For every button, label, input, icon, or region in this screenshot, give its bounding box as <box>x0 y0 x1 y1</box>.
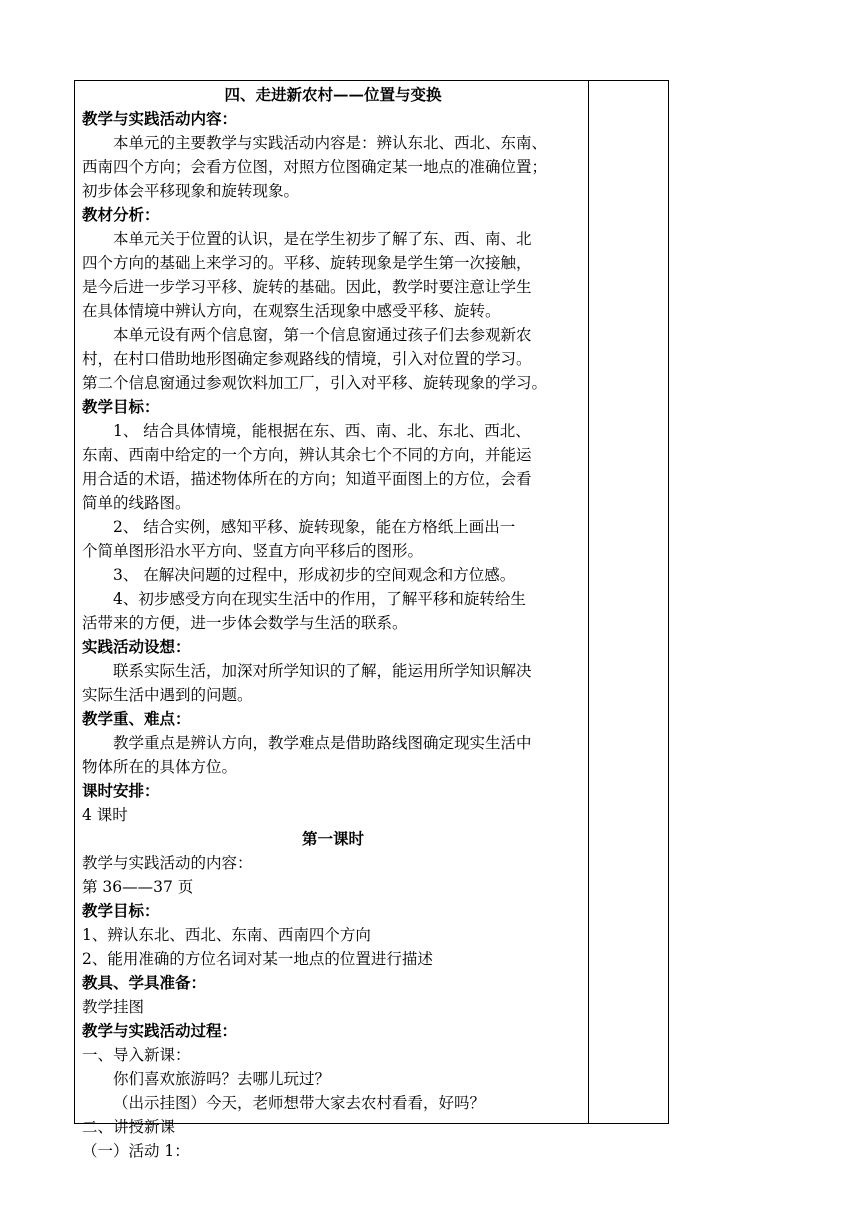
lesson-goal: 1、辨认东北、西北、东南、西南四个方向 <box>82 926 371 944</box>
key-line: 教学重点是辨认方向，教学难点是借助路线图确定现实生活中 <box>113 734 532 752</box>
goal-line: 活带来的方便，进一步体会数学与生活的联系。 <box>82 614 408 632</box>
lesson-goal: 2、能用准确的方位名词对某一地点的位置进行描述 <box>82 950 433 968</box>
lesson-heading-goals: 教学目标： <box>82 901 160 920</box>
analysis-line: 本单元设有两个信息窗，第一个信息窗通过孩子们去参观新农 <box>113 326 532 344</box>
lesson-content-label: 教学与实践活动的内容： <box>82 854 253 872</box>
heading-schedule: 课时安排： <box>82 781 160 800</box>
table-column-divider <box>588 80 589 1124</box>
goal-line: 简单的线路图。 <box>82 494 191 512</box>
content-line: 本单元的主要教学与实践活动内容是：辨认东北、西北、东南、 <box>113 134 548 152</box>
goal-line: 个简单图形沿水平方向、竖直方向平移后的图形。 <box>82 542 424 560</box>
design-line: 实际生活中遇到的问题。 <box>82 686 253 704</box>
unit-title: 四、走进新农村——位置与变换 <box>224 85 442 104</box>
schedule-text: 4 课时 <box>82 806 128 824</box>
lesson-title: 第一课时 <box>301 829 364 848</box>
analysis-line: 在具体情境中辨认方向，在观察生活现象中感受平移、旋转。 <box>82 302 501 320</box>
goal-line: 用合适的术语，描述物体所在的方向；知道平面图上的方位，会看 <box>82 470 532 488</box>
analysis-line: 第二个信息窗通过参观饮料加工厂，引入对平移、旋转现象的学习。 <box>82 374 548 392</box>
goal-line: 1、 结合具体情境，能根据在东、西、南、北、东北、西北、 <box>113 422 531 440</box>
lesson-tools: 教学挂图 <box>82 998 145 1016</box>
content-line: 西南四个方向；会看方位图，对照方位图确定某一地点的准确位置； <box>82 158 548 176</box>
analysis-line: 是今后进一步学习平移、旋转的基础。因此，教学时要注意让学生 <box>82 278 532 296</box>
key-line: 物体所在的具体方位。 <box>82 758 238 776</box>
goal-line: 4、初步感受方向在现实生活中的作用，了解平移和旋转给生 <box>113 590 526 608</box>
lesson-activity: （一）活动 1： <box>82 1142 190 1160</box>
lesson-heading-process: 教学与实践活动过程： <box>82 1021 238 1040</box>
goal-line: 2、 结合实例，感知平移、旋转现象，能在方格纸上画出一 <box>113 518 516 536</box>
heading-analysis: 教材分析： <box>82 205 160 224</box>
design-line: 联系实际生活，加深对所学知识的了解，能运用所学知识解决 <box>113 662 532 680</box>
analysis-line: 四个方向的基础上来学习的。平移、旋转现象是学生第一次接触， <box>82 254 532 272</box>
lesson-question: （出示挂图）今天，老师想带大家去农村看看，好吗？ <box>113 1094 486 1112</box>
lesson-plan-content <box>82 83 584 1163</box>
lesson-step: 二、讲授新课 <box>82 1118 176 1136</box>
lesson-pages: 第 36——37 页 <box>82 878 194 896</box>
heading-design: 实践活动设想： <box>82 637 191 656</box>
content-line: 初步体会平移现象和旋转现象。 <box>82 182 300 200</box>
analysis-line: 本单元关于位置的认识，是在学生初步了解了东、西、南、北 <box>113 230 532 248</box>
heading-goals: 教学目标： <box>82 397 160 416</box>
goal-line: 东南、西南中给定的一个方向，辨认其余七个不同的方向，并能运 <box>82 446 532 464</box>
heading-content: 教学与实践活动内容： <box>82 109 238 128</box>
lesson-heading-tools: 教具、学具准备： <box>82 973 207 992</box>
analysis-line: 村，在村口借助地形图确定参观路线的情境，引入对位置的学习。 <box>82 350 532 368</box>
lesson-step: 一、导入新课： <box>82 1046 191 1064</box>
heading-key-points: 教学重、难点： <box>82 709 191 728</box>
goal-line: 3、 在解决问题的过程中，形成初步的空间观念和方位感。 <box>113 566 516 584</box>
lesson-question: 你们喜欢旅游吗？去哪儿玩过？ <box>113 1070 331 1088</box>
